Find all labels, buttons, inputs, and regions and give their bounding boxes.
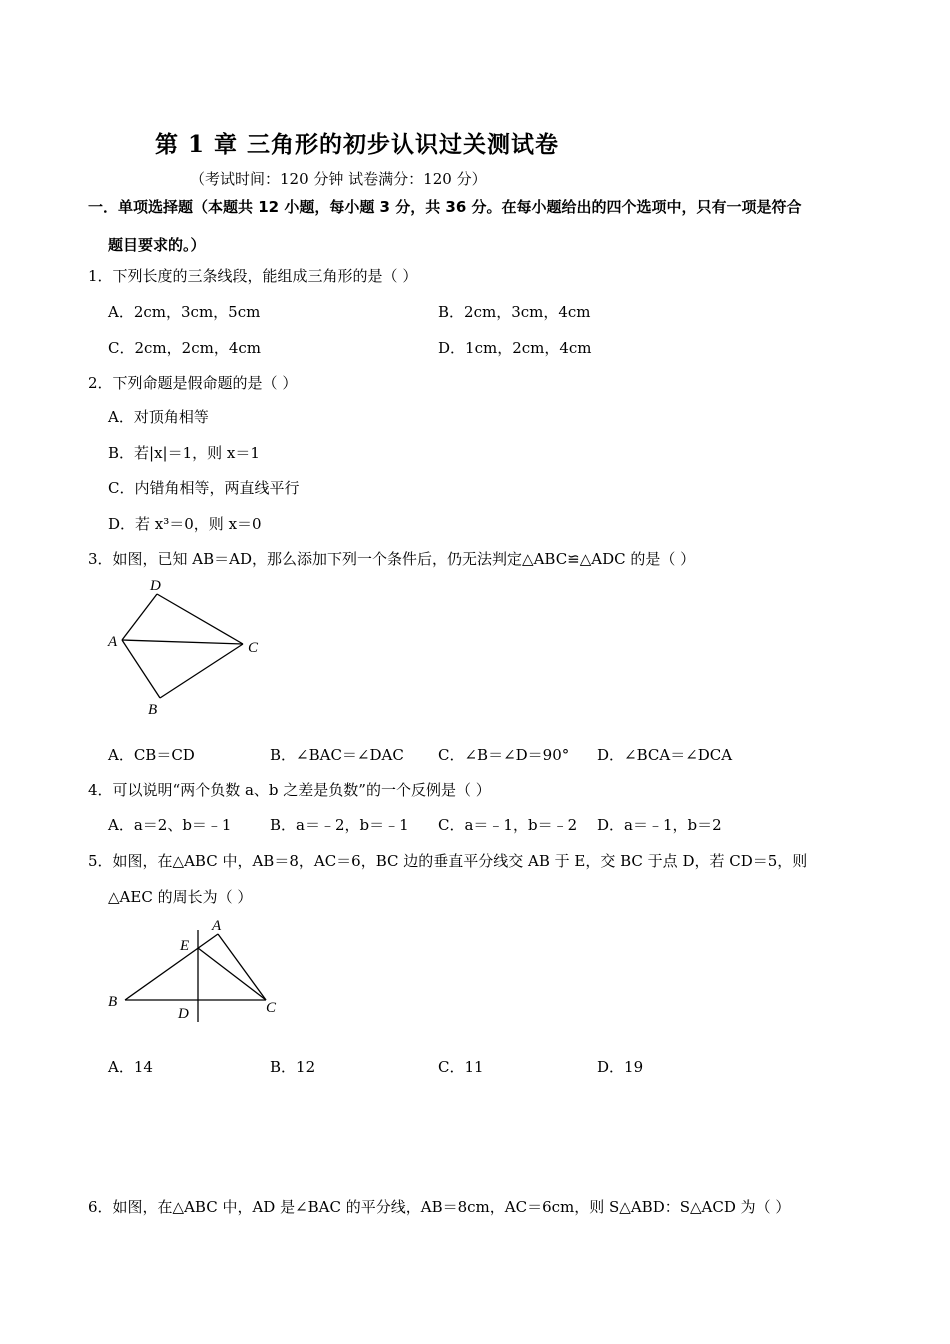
label-e: E: [180, 938, 190, 954]
exam-info: （考试时间：120 分钟 试卷满分：120 分）: [190, 170, 487, 188]
q3-option-d: D．∠BCA＝∠DCA: [597, 746, 733, 764]
label-a: A: [108, 634, 118, 650]
q4-option-d: D．a＝﹣1，b＝2: [597, 816, 722, 834]
q2-option-d: D．若 x³＝0，则 x＝0: [108, 515, 262, 533]
q2-option-b: B．若|x|＝1，则 x＝1: [108, 444, 260, 462]
q2-option-c: C．内错角相等，两直线平行: [108, 479, 300, 497]
question-4-stem: 4．可以说明“两个负数 a、b 之差是负数”的一个反例是（ ）: [88, 781, 491, 799]
q4-option-c: C．a＝﹣1，b＝﹣2: [438, 816, 578, 834]
q1-option-a: A．2cm，3cm，5cm: [108, 303, 261, 321]
question-2-stem: 2．下列命题是假命题的是（ ）: [88, 374, 298, 392]
segment-ac: [218, 934, 266, 1000]
q5-option-a: A．14: [108, 1058, 153, 1076]
label-b: B: [108, 994, 118, 1010]
section-heading-cont: 题目要求的。）: [108, 236, 206, 254]
label-c: C: [266, 1000, 277, 1016]
q1-option-b: B．2cm，3cm，4cm: [438, 303, 591, 321]
label-c: C: [248, 640, 259, 656]
section-heading: 一．单项选择题（本题共 12 小题，每小题 3 分，共 36 分。在每小题给出的四个选项中，只有一项是符合: [88, 198, 802, 216]
q5-option-d: D．19: [597, 1058, 644, 1076]
q3-option-c: C．∠B＝∠D＝90°: [438, 746, 570, 764]
label-d: D: [150, 578, 161, 594]
segment-bc: [160, 644, 243, 698]
q2-option-a: A．对顶角相等: [108, 408, 209, 426]
segment-ad: [122, 594, 157, 640]
q5-option-b: B．12: [270, 1058, 316, 1076]
question-5-stem: 5．如图，在△ABC 中，AB＝8，AC＝6，BC 边的垂直平分线交 AB 于 E，交 BC 于点 D，若 CD＝5，则: [88, 852, 808, 870]
q4-option-b: B．a＝﹣2，b＝﹣1: [270, 816, 409, 834]
question-5-stem-cont: △AEC 的周长为（ ）: [108, 888, 253, 906]
q3-quadrilateral-figure: [100, 570, 280, 720]
segment-ab: [122, 640, 160, 698]
q5-option-c: C．11: [438, 1058, 484, 1076]
label-d: D: [178, 1006, 189, 1022]
q4-option-a: A．a＝2、b＝﹣1: [108, 816, 232, 834]
label-b: B: [148, 702, 158, 718]
question-6-stem: 6．如图，在△ABC 中，AD 是∠BAC 的平分线，AB＝8cm，AC＝6cm，则 S△ABD：S△ACD 为（ ）: [88, 1198, 791, 1216]
question-1-stem: 1．下列长度的三条线段，能组成三角形的是（ ）: [88, 267, 418, 285]
segment-dc: [157, 594, 243, 644]
q5-triangle-figure: [100, 912, 300, 1027]
segment-ba: [125, 934, 218, 1000]
label-a: A: [212, 918, 222, 934]
question-3-stem: 3．如图，已知 AB＝AD，那么添加下列一个条件后，仍无法判定△ABC≌△ADC 的是（ ）: [88, 550, 696, 568]
q3-option-b: B．∠BAC＝∠DAC: [270, 746, 404, 764]
q3-option-a: A．CB＝CD: [108, 746, 195, 764]
segment-ec: [198, 948, 266, 1000]
page-title: 第 1 章 三角形的初步认识过关测试卷: [155, 131, 560, 158]
q1-option-c: C．2cm，2cm，4cm: [108, 339, 261, 357]
q1-option-d: D．1cm，2cm，4cm: [438, 339, 592, 357]
segment-ac: [122, 640, 243, 644]
